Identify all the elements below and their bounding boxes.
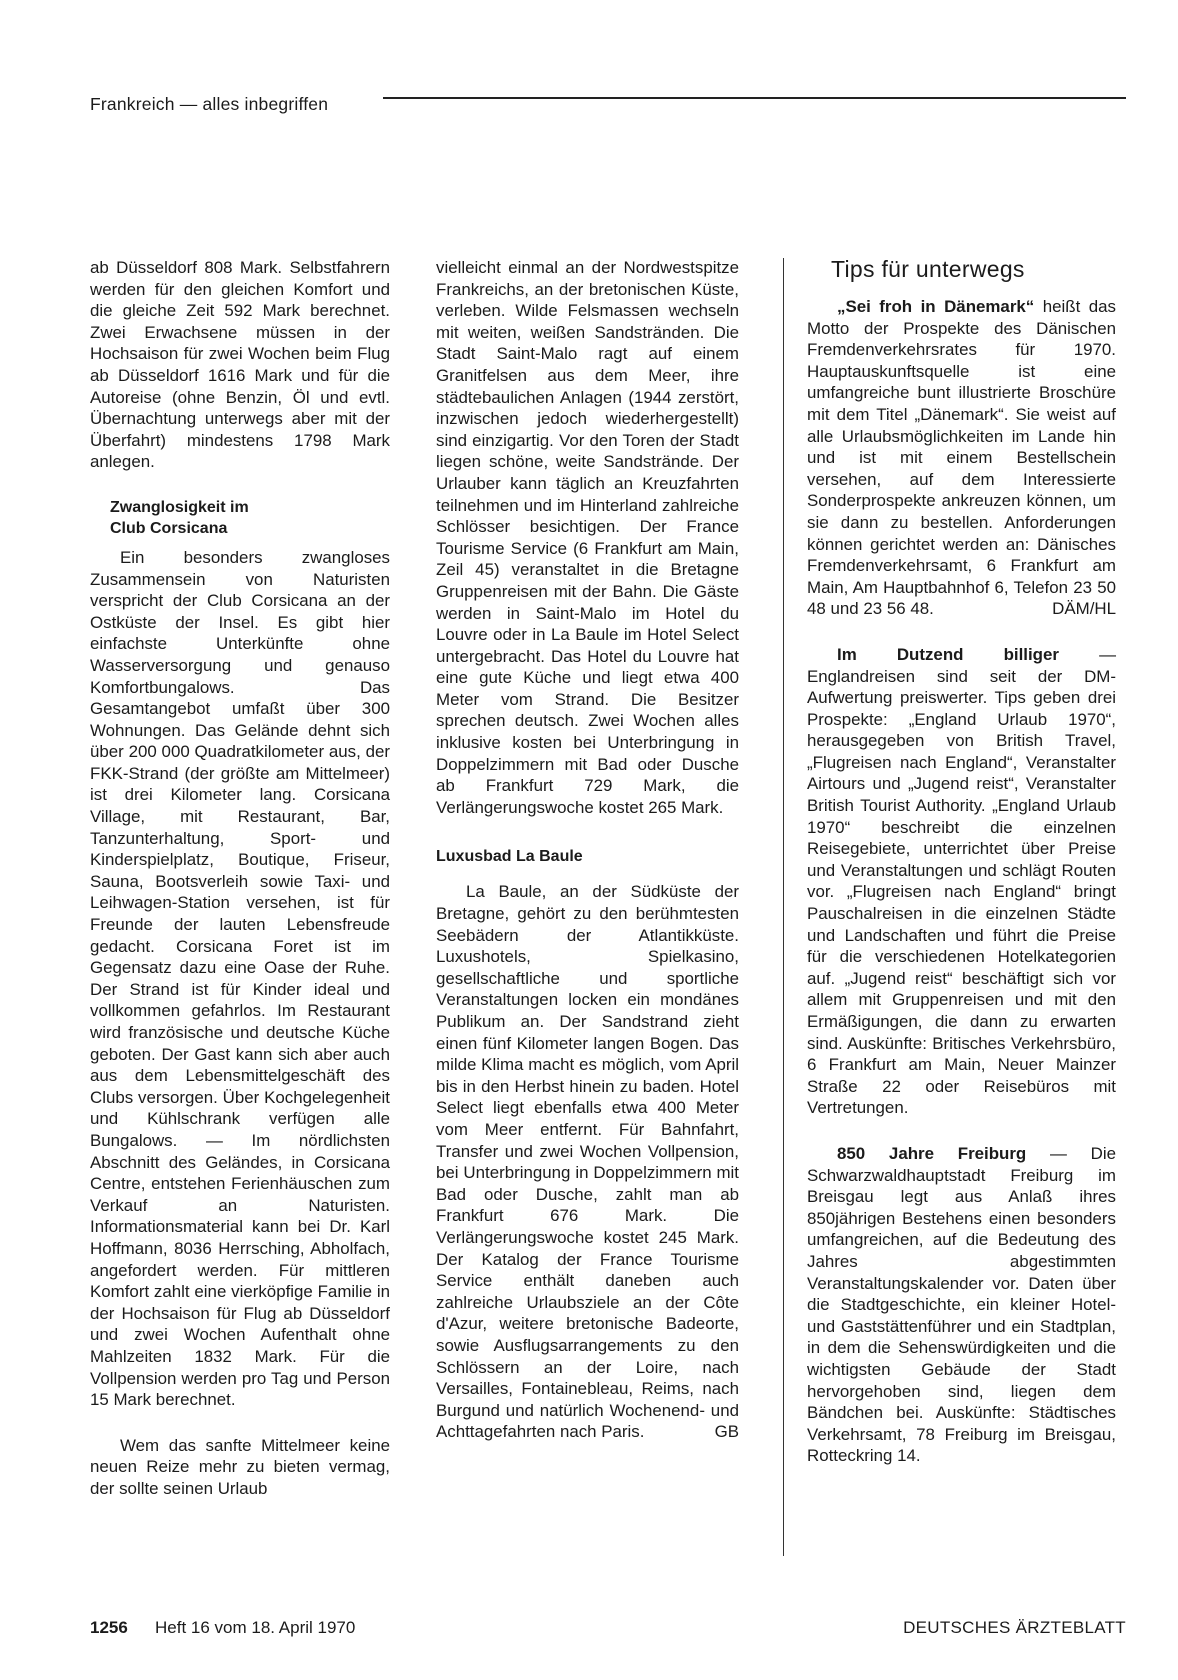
tip-item <box>807 1143 1116 1467</box>
subheading-line: Zwanglosigkeit im <box>110 498 249 516</box>
section-title: Tips für unterwegs <box>831 256 1025 282</box>
tip-text: heißt das Motto der Prospekte des Dänischen Fremdenverkehrsrates für 1970. Hauptauskunftsquelle ist eine umfangreiche bunt illustrierte Broschüre mit dem Titel „Dänemark“. Sie weist auf alle Urlaubsmöglichkeiten im Lande hin und ist mit einem Bestellschein versehen, auf dem Interessierte Sonderprospekte ankreuzen können, um sie dann zu bestellen. Anforderungen können gerichtet werden an: Dänisches Fremdenverkehrsamt, 6 Frankfurt am Main, Am Hauptbahnhof 6, Telefon 23 50 48 und 23 56 48. <box>807 297 1116 619</box>
issue-info: Heft 16 vom 18. April 1970 <box>155 1618 356 1637</box>
paragraph <box>436 881 739 1442</box>
running-head: Frankreich — alles inbegriffen <box>90 94 329 114</box>
column-3 <box>807 296 1116 1467</box>
page-number: 1256 <box>90 1618 128 1637</box>
subheading: Luxusbad La Baule <box>436 848 583 866</box>
paragraph-text: La Baule, an der Südküste der Bretagne, gehört zu den berühmtesten Seebädern der Atlantikküste. Luxushotels, Spielkasino, gesellschaftliche und sportliche Veranstaltungen locken ein mondänes Publikum an. Der Sandstrand zieht einen fünf Kilometer langen Bogen. Das milde Klima macht es möglich, vom April bis in den Herbst hinein zu baden. Hotel Select liegt ebenfalls etwa 400 Meter vom Meer entfernt. Für Bahnfahrt, Transfer und zwei Wochen Vollpension, bei Unterbringung in Doppelzimmern mit Bad oder Dusche, zahlt man ab Frankfurt 676 Mark. Die Verlängerungswoche kostet 245 Mark. Der Katalog der France Tourisme Service enthält daneben auch zahlreiche Urlaubsziele an der Côte d'Azur, weitere bretonische Badeorte, sowie Ausflugsarrangements zu den Schlössern an der Loire, nach Versailles, Fontainebleau, Reims, nach Burgund und natürlich Wochenend- und Achttagefahrten nach Paris. <box>436 882 739 1442</box>
author-initials: GB <box>714 1422 739 1442</box>
subheading <box>90 497 390 539</box>
paragraph: vielleicht einmal an der Nordwestspitze Frankreichs, an der bretonischen Küste, verleben. Wilde Felsmassen wechseln mit weiten, weißen Sandstränden. Die Stadt Saint-Malo ragt auf einem Granitfelsen aus dem Meer, ihre städtebaulichen Anlagen (1944 zerstört, inzwischen jedoch wiederhergestellt) sind einzigartig. Vor den Toren der Stadt liegen schöne, weite Sandstrände. Der Urlauber kann täglich an Kreuzfahrten teilnehmen und im Hinterland zahlreiche Schlösser besichtigen. Der France Tourisme Service (6 Frankfurt am Main, Zeil 45) veranstaltet in die Bretagne Gruppenreisen mit der Bahn. Die Gäste werden in Saint-Malo im Hotel du Louvre oder in La Baule im Hotel Select untergebracht. Das Hotel du Louvre hat eine gute Küche und liegt etwa 400 Meter vom Strand. Die Besitzer sprechen deutsch. Zwei Wochen alles inklusive kosten bei Unterbringung in Doppelzimmern mit Bad oder Dusche ab Frankfurt 729 Mark, die Verlängerungswoche kostet 265 Mark. <box>436 258 739 817</box>
tip-lead: „Sei froh in Dänemark“ <box>837 297 1035 316</box>
paragraph: Ein besonders zwangloses Zusammensein von Naturisten verspricht der Club Corsicana an der Ostküste der Insel. Es gibt hier einfachste Unterkünfte ohne Wasserversorgung und genauso Komfortbungalows. Das Gesamtangebot umfaßt über 300 Wohnungen. Das Gelände dehnt sich über 200 000 Quadratkilometer aus, der FKK-Strand (der größte am Mittelmeer) ist drei Kilometer lang. Corsicana Village, mit Restaurant, Bar, Tanzunterhaltung, Sport- und Kinderspielplatz, Boutique, Friseur, Sauna, Bootsverleih sowie Taxi- und Leihwagen-Station versehen, ist für Freunde der lauten Lebensfreude gedacht. Corsicana Foret ist im Gegensatz dazu eine Oase der Ruhe. Der Strand ist für Kinder ideal und vollkommen gefahrlos. Im Restaurant wird französische und deutsche Küche geboten. Der Gast kann sich aber auch aus dem Lebensmittelgeschäft des Clubs versorgen. Über Kochgelegenheit und Kühlschrank verfügen alle Bungalows. — Im nördlichsten Abschnitt des Geländes, in Corsicana Centre, entstehen Ferienhäuschen zum Verkauf an Naturisten. Informationsmaterial kann bei Dr. Karl Hoffmann, 8036 Herrsching, Abholfach, angefordert werden. Für mittleren Komfort zahlt eine vierköpfige Familie in der Hochsaison für Flug ab Düsseldorf und zwei Wochen Aufenthalt ohne Mahlzeiten 1832 Mark. Für die Vollpension werden pro Tag und Person 15 Mark berechnet. <box>90 547 390 1410</box>
paragraph: ab Düsseldorf 808 Mark. Selbstfahrern werden für den gleichen Komfort und die gleiche Zeit 592 Mark berechnet. Zwei Erwachsene müssen in der Hochsaison für zwei Wochen beim Flug ab Düsseldorf 1616 Mark und für die Autoreise (ohne Benzin, Öl und evtl. Übernachtung unterwegs aber mit der Überfahrt) mindestens 1798 Mark anlegen. <box>90 258 390 472</box>
tip-item <box>807 644 1116 1119</box>
column-1 <box>90 257 390 1499</box>
tip-item <box>807 296 1116 620</box>
tip-signature: DÄM/HL <box>1052 599 1116 619</box>
paragraph: Wem das sanfte Mittelmeer keine neuen Reize mehr zu bieten vermag, der sollte seinen Urlaub <box>90 1435 390 1498</box>
header-rule <box>383 97 1126 99</box>
tip-lead: 850 Jahre Freiburg <box>837 1143 1027 1163</box>
journal-name: DEUTSCHES ÄRZTEBLATT <box>903 1618 1126 1637</box>
subheading-line: Club Corsicana <box>110 519 228 537</box>
column-divider <box>783 258 784 1556</box>
tip-lead: Im Dutzend billiger <box>837 644 1059 664</box>
tip-text: — Englandreisen sind seit der DM-Aufwertung preiswerter. Tips geben drei Prospekte: „England Urlaub 1970“, herausgegeben von British Travel, „Flugreisen nach England“, Veranstalter Airtours und „Jugend reist“, Veranstalter British Tourist Authority. „England Urlaub 1970“ beschreibt die einzelnen Reisegebiete, unterrichtet über Preise und Veranstaltungen und schlägt Routen vor. „Flugreisen nach England“ bringt Pauschalreisen in die einzelnen Städte und Landschaften und führt die Preise für die verschiedenen Hotelkategorien auf. „Jugend reist“ beschäftigt sich vor allem mit Gruppenreisen und mit den Ermäßigungen, die dann zu erwarten sind. Auskünfte: Britisches Verkehrsbüro, 6 Frankfurt am Main, Neuer Mainzer Straße 22 oder Reisebüros mit Vertretungen. <box>807 644 1116 1118</box>
column-2 <box>436 257 739 1443</box>
tip-text: — Die Schwarzwaldhauptstadt Freiburg im Breisgau legt aus Anlaß ihres 850jährigen Bestehens einen besonders umfangreichen, auf die Bedeutung des Jahres abgestimmten Veranstaltungskalender vor. Daten über die Stadtgeschichte, ein kleiner Hotel- und Gaststättenführer und ein Stadtplan, in dem die Sehenswürdigkeiten und die wichtigsten Gebäude der Stadt hervorgehoben sind, liegen dem Bändchen bei. Auskünfte: Städtisches Verkehrsamt, 78 Freiburg im Breisgau, Rotteckring 14. <box>807 1143 1116 1466</box>
